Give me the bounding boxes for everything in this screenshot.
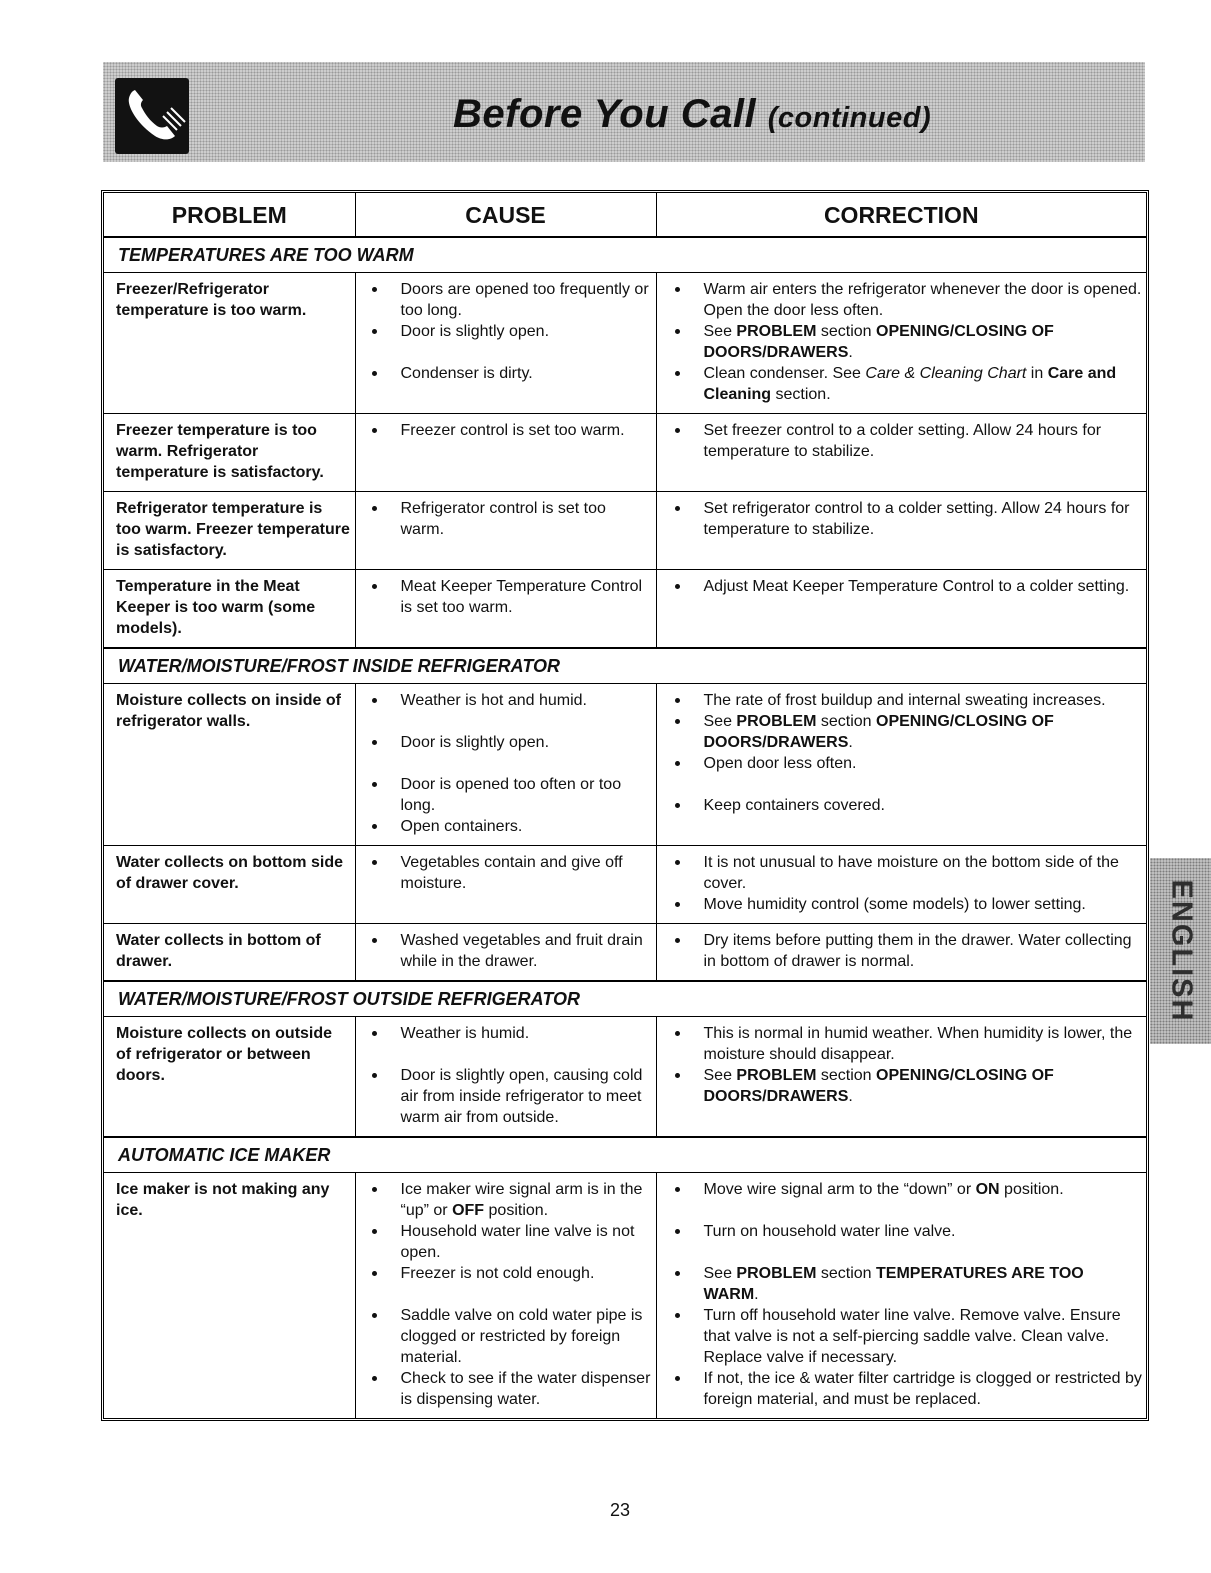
correction-item: Warm air enters the refrigerator whenever the door is opened. Open the door less often.: [671, 279, 1143, 321]
page-number: 23: [609, 1500, 631, 1520]
correction-cell: [656, 273, 1146, 414]
cause-item: Household water line valve is not open.: [368, 1221, 652, 1263]
troubleshooting-table: [101, 190, 1149, 1421]
problem-cell: Ice maker is not making any ice.: [104, 1173, 355, 1419]
cause-item: Door is slightly open.: [368, 321, 652, 342]
cause-cell: [355, 924, 656, 982]
correction-item: Set refrigerator control to a colder setting. Allow 24 hours for temperature to stabilize.: [671, 498, 1143, 540]
correction-cell: [656, 570, 1146, 649]
telephone-icon: [115, 78, 189, 154]
correction-item: Turn on household water line valve.: [671, 1221, 1143, 1242]
cause-cell: [355, 273, 656, 414]
section-heading: WATER/MOISTURE/FROST OUTSIDE REFRIGERATOR: [104, 981, 1146, 1017]
correction-item: See PROBLEM section OPENING/CLOSING OF DOORS/DRAWERS.: [671, 711, 1143, 753]
column-header-problem: PROBLEM: [104, 193, 355, 237]
correction-item: Clean condenser. See Care & Cleaning Chart in Care and Cleaning section.: [671, 363, 1143, 405]
problem-cell: Moisture collects on inside of refrigerator walls.: [104, 684, 355, 846]
cause-cell: [355, 492, 656, 570]
problem-cell: Moisture collects on outside of refrigerator or between doors.: [104, 1017, 355, 1138]
table-row: [104, 1017, 1146, 1138]
language-tab: [1150, 858, 1211, 1044]
table-row: [104, 1173, 1146, 1419]
table-row: [104, 273, 1146, 414]
cause-item: Washed vegetables and fruit drain while in the drawer.: [368, 930, 652, 972]
cause-item: Door is slightly open, causing cold air from inside refrigerator to meet warm air from outside.: [368, 1065, 652, 1128]
correction-cell: [656, 492, 1146, 570]
problem-cell: Water collects on bottom side of drawer cover.: [104, 846, 355, 924]
cause-item: Vegetables contain and give off moisture.: [368, 852, 652, 894]
cause-item: Door is slightly open.: [368, 732, 652, 753]
table-row: [104, 846, 1146, 924]
correction-cell: [656, 684, 1146, 846]
problem-cell: Freezer temperature is too warm. Refrigerator temperature is satisfactory.: [104, 414, 355, 492]
language-tab-label: ENGLISH: [1165, 879, 1197, 1023]
table-header-row: [104, 193, 1146, 237]
cause-cell: [355, 1017, 656, 1138]
table-row: [104, 684, 1146, 846]
correction-item: Dry items before putting them in the drawer. Water collecting in bottom of drawer is normal.: [671, 930, 1143, 972]
page-subtitle: (continued): [767, 102, 932, 134]
correction-item: Adjust Meat Keeper Temperature Control to a colder setting.: [671, 576, 1143, 597]
cause-cell: [355, 414, 656, 492]
correction-item: Move wire signal arm to the “down” or ON position.: [671, 1179, 1143, 1200]
correction-item: Keep containers covered.: [671, 795, 1143, 816]
cause-item: Meat Keeper Temperature Control is set too warm.: [368, 576, 652, 618]
correction-cell: [656, 1017, 1146, 1138]
correction-item: Move humidity control (some models) to lower setting.: [671, 894, 1143, 915]
table-row: [104, 924, 1146, 982]
correction-item: If not, the ice & water filter cartridge is clogged or restricted by foreign material, and must be replaced.: [671, 1368, 1143, 1410]
column-header-cause: CAUSE: [355, 193, 656, 237]
column-header-correction: CORRECTION: [656, 193, 1146, 237]
cause-item: Check to see if the water dispenser is dispensing water.: [368, 1368, 652, 1410]
cause-item: Refrigerator control is set too warm.: [368, 498, 652, 540]
cause-item: Weather is humid.: [368, 1023, 652, 1044]
section-heading: WATER/MOISTURE/FROST INSIDE REFRIGERATOR: [104, 648, 1146, 684]
cause-item: Weather is hot and humid.: [368, 690, 652, 711]
cause-cell: [355, 570, 656, 649]
page-title: Before You Call (continued): [453, 92, 932, 136]
page-header-banner: [103, 62, 1145, 162]
cause-item: Doors are opened too frequently or too long.: [368, 279, 652, 321]
correction-item: It is not unusual to have moisture on the bottom side of the cover.: [671, 852, 1143, 894]
cause-item: Ice maker wire signal arm is in the “up” or OFF position.: [368, 1179, 652, 1221]
correction-cell: [656, 846, 1146, 924]
correction-cell: [656, 414, 1146, 492]
table-row: [104, 414, 1146, 492]
correction-item: The rate of frost buildup and internal sweating increases.: [671, 690, 1143, 711]
problem-cell: Water collects in bottom of drawer.: [104, 924, 355, 982]
section-heading: TEMPERATURES ARE TOO WARM: [104, 237, 1146, 273]
correction-item: Open door less often.: [671, 753, 1143, 774]
cause-item: Open containers.: [368, 816, 652, 837]
problem-cell: Temperature in the Meat Keeper is too warm (some models).: [104, 570, 355, 649]
cause-item: Freezer control is set too warm.: [368, 420, 652, 441]
correction-item: See PROBLEM section OPENING/CLOSING OF DOORS/DRAWERS.: [671, 321, 1143, 363]
cause-item: Freezer is not cold enough.: [368, 1263, 652, 1284]
correction-item: This is normal in humid weather. When humidity is lower, the moisture should disappear.: [671, 1023, 1143, 1065]
problem-cell: Freezer/Refrigerator temperature is too warm.: [104, 273, 355, 414]
correction-cell: [656, 924, 1146, 982]
cause-cell: [355, 684, 656, 846]
correction-item: See PROBLEM section TEMPERATURES ARE TOO WARM.: [671, 1263, 1143, 1305]
cause-item: Condenser is dirty.: [368, 363, 652, 384]
correction-item: Turn off household water line valve. Remove valve. Ensure that valve is not a self-piercing saddle valve. Clean valve. Replace valve if necessary.: [671, 1305, 1143, 1368]
section-heading: AUTOMATIC ICE MAKER: [104, 1137, 1146, 1173]
cause-item: Saddle valve on cold water pipe is clogged or restricted by foreign material.: [368, 1305, 652, 1368]
correction-item: See PROBLEM section OPENING/CLOSING OF DOORS/DRAWERS.: [671, 1065, 1143, 1107]
cause-cell: [355, 846, 656, 924]
correction-item: Set freezer control to a colder setting. Allow 24 hours for temperature to stabilize.: [671, 420, 1143, 462]
problem-cell: Refrigerator temperature is too warm. Freezer temperature is satisfactory.: [104, 492, 355, 570]
cause-cell: [355, 1173, 656, 1419]
table-row: [104, 570, 1146, 649]
correction-cell: [656, 1173, 1146, 1419]
table-row: [104, 492, 1146, 570]
cause-item: Door is opened too often or too long.: [368, 774, 652, 816]
